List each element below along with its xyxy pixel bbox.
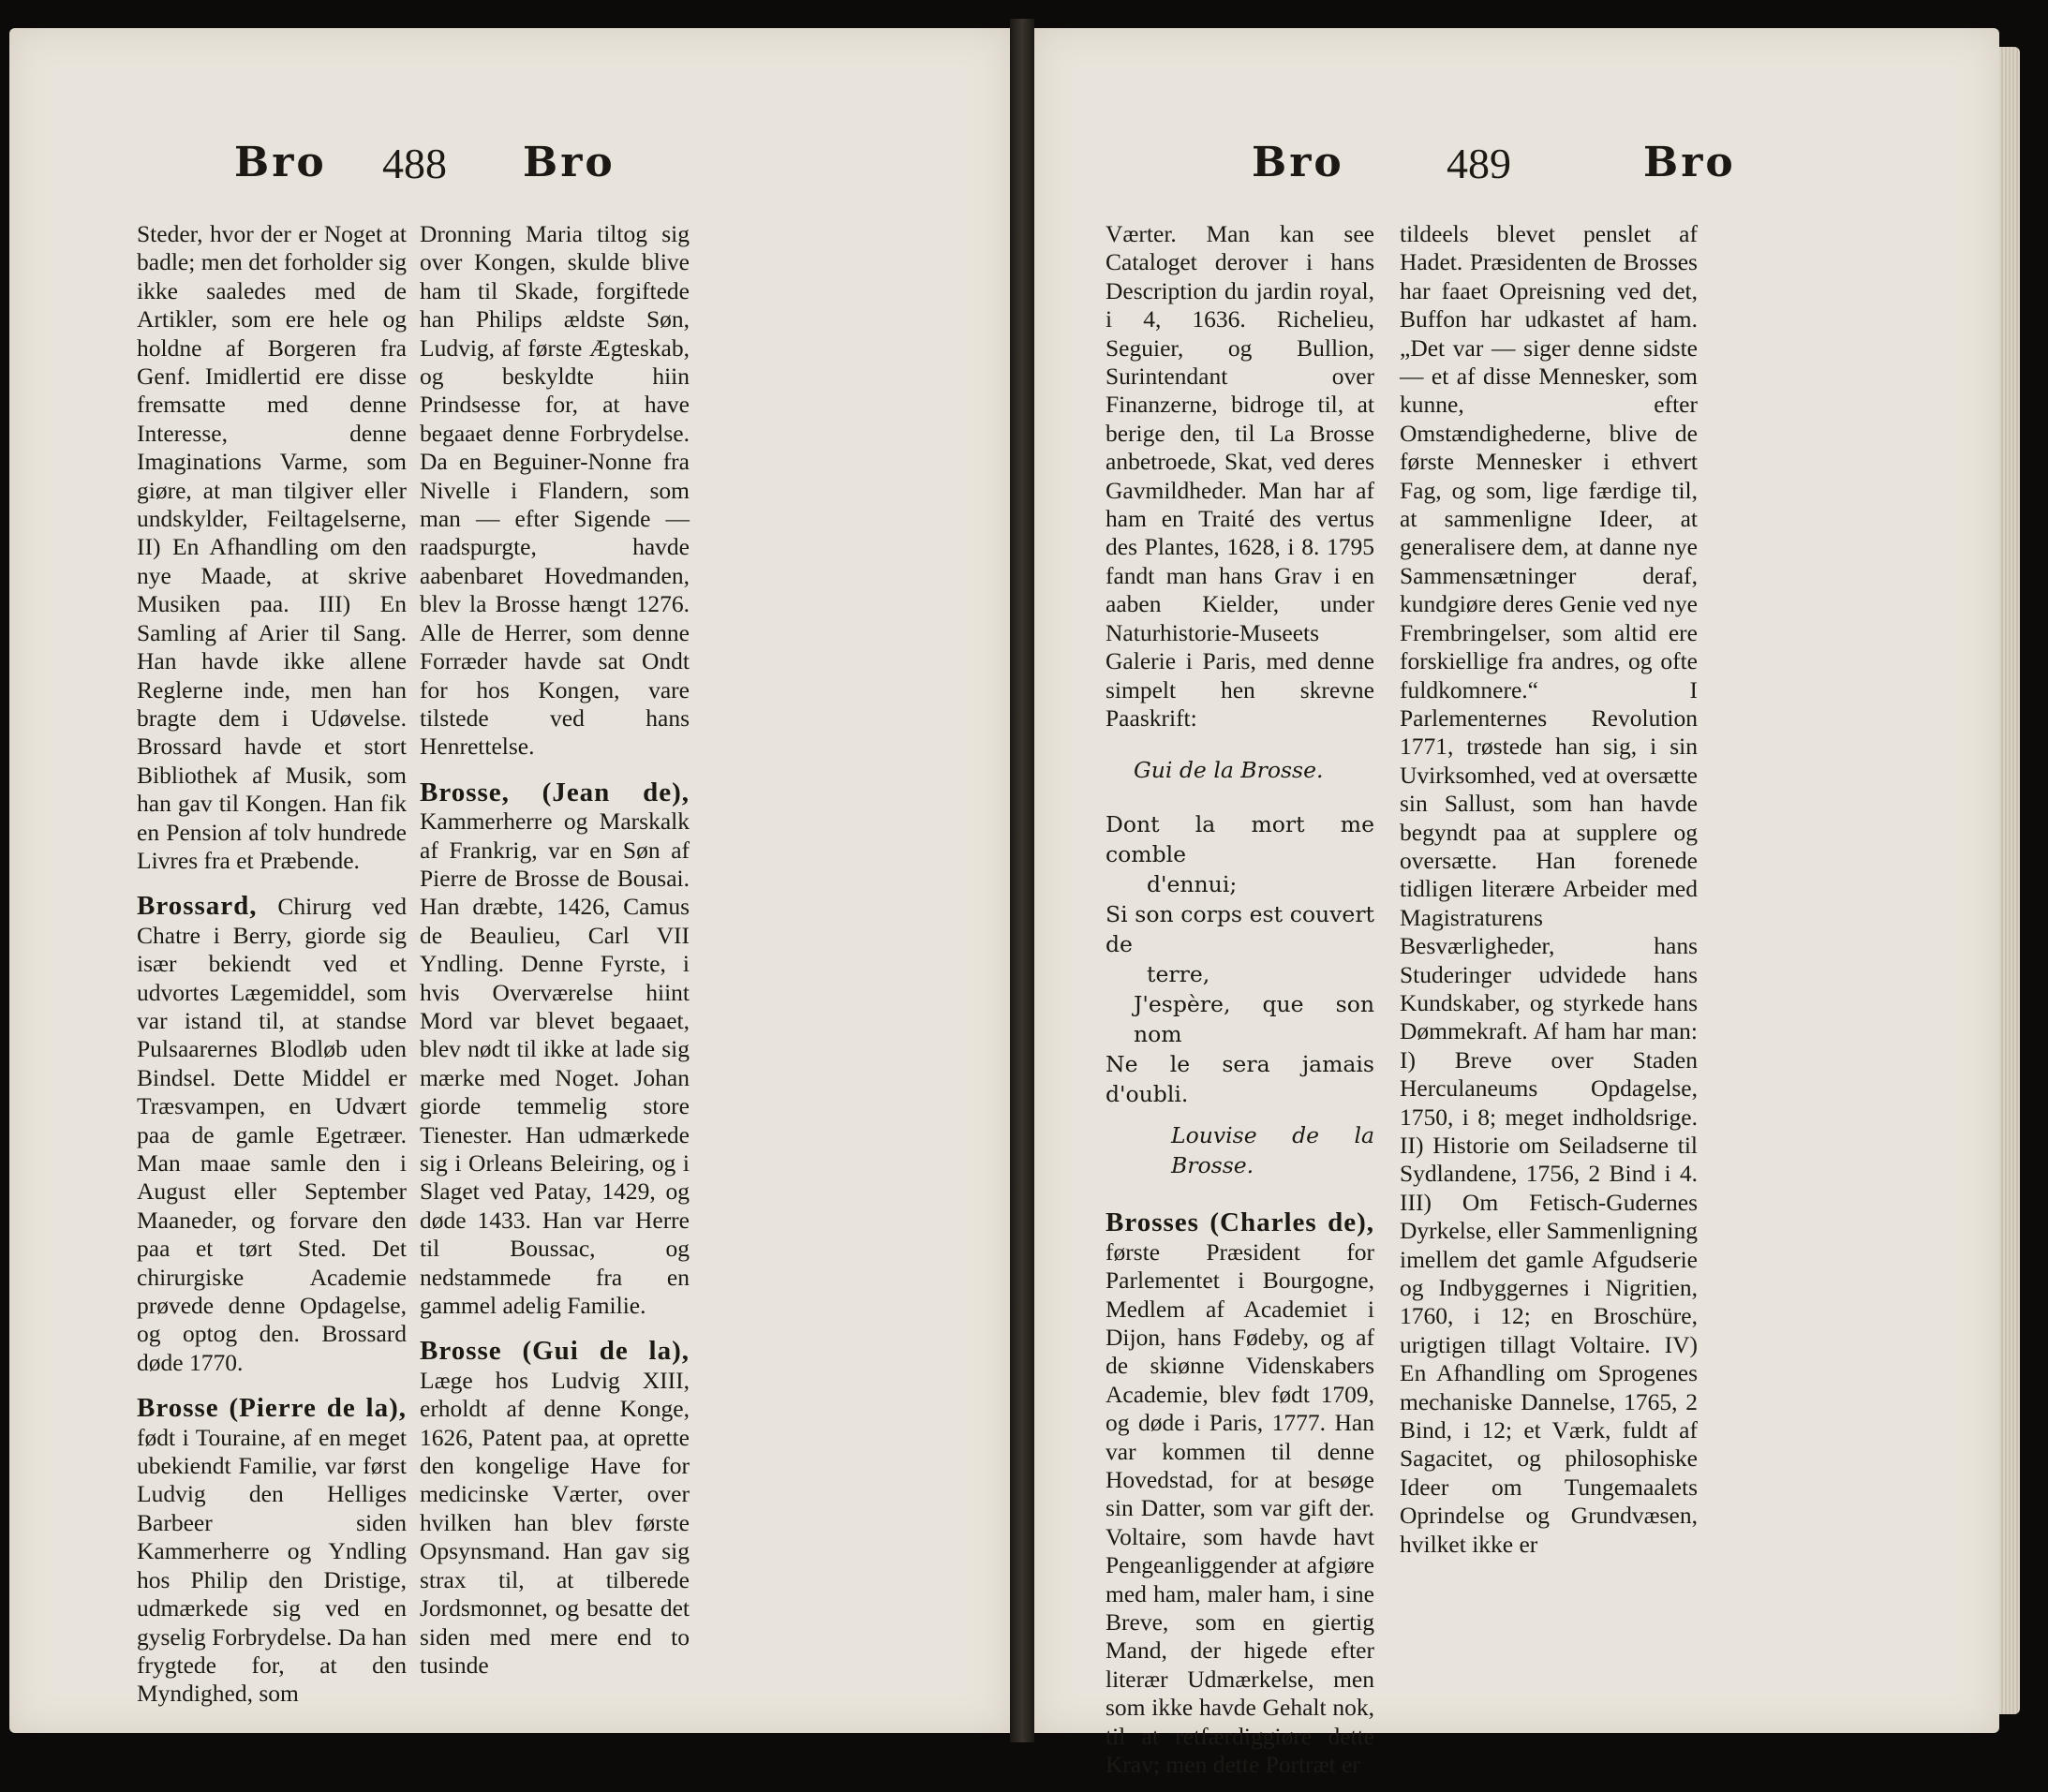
left-col2-continuation: Dronning Maria tiltog sig over Kongen, skulde blive ham til Skade, forgiftede han Philips ældste Søn, Ludvig, af første Ægteskab, og beskyldte hiin Prindsesse for, at have begaaet denne Forbrydelse. Da en Beguiner-Nonne fra Nivelle i Flandern, som man — efter Sigende — raadspurgte, havde aabenbaret Hovedmanden, blev la Brosse hængt 1276. Alle de Herrer, som denne Forræder havde sat Ondt for hos Kongen, vare tilstede ved hans Henrettelse. <box>420 220 690 761</box>
epitaph <box>1106 755 1374 1180</box>
book-gutter <box>1010 19 1034 1742</box>
entry-gui-de-la-brosse <box>420 1337 690 1680</box>
left-headword-left: Bro <box>234 139 327 186</box>
right-column-1 <box>1106 220 1374 1792</box>
entry-jean-de-brosse <box>420 778 690 1321</box>
left-column-1 <box>137 220 407 1722</box>
epitaph-line-2b: terre, <box>1147 961 1210 988</box>
entry-jean-head: Brosse, (Jean de), <box>420 777 690 807</box>
right-col1-continuation: Værter. Man kan see Cataloget derover i hans Description du jardin royal, i 4, 1636. Richelieu, Seguier, og Bullion, Surintendant over Finanzerne, bidroge til, at berige den, til La Brosse anbetroede, Skat, ved deres Gavmildheder. Man har af ham en Traité des vertus des Plantes, 1628, i 8. 1795 fandt man hans Grav i en aaben Kielder, under Naturhistorie-Museets Galerie i Paris, med denne simpelt hen skrevne Paaskrift: <box>1106 220 1374 732</box>
right-running-header <box>1034 139 1999 204</box>
entry-brossard-head: Brossard, <box>137 891 258 922</box>
entry-pierre-de-la-brosse <box>137 1394 407 1708</box>
entry-pierre-head: Brosse (Pierre de la), <box>137 1393 407 1424</box>
entry-brossard-text: Chirurg ved Chatre i Berry, giorde sig især bekiendt ved et udvortes Lægemiddel, som var istand til, at standse Pulsaarernes Blodløb uden Bindsel. Dette Middel er Træsvampen, en Udvært paa de gamle Egetræer. Man maae samle den i August eller September Maaneder, og forvare den paa et tørt Sted. Det chirurgiske Academie prøvede denne Opdagelse, og optog den. Brossard døde 1770. <box>137 893 408 1376</box>
entry-brossard <box>137 892 407 1377</box>
left-headword-right: Bro <box>523 139 616 186</box>
right-page <box>1034 28 1999 1779</box>
epitaph-line-2: Si son corps est couvert de <box>1106 901 1374 958</box>
entry-charles-text: første Præsident for Parlementet i Bourgogne, Medlem af Academiet i Dijon, hans Fødeby, og af de skiønne Videnskabers Academie, blev født 1709, og døde i Paris, 1777. Han var kommen til denne Hovedstad, for at besøge sin Datter, som var gift der. Voltaire, som havde havt Pengeanliggender at afgiøre med ham, maler ham, i sine Breve, som en giertig Mand, der higede efter literær Udmærkelse, men som ikke havde Gehalt nok, til at retfærdiggiøre dette Krav; men dette Portræt er <box>1106 1237 1374 1779</box>
right-headword-left: Bro <box>1252 139 1344 186</box>
epitaph-signature: Louvise de la Brosse. <box>1171 1122 1374 1179</box>
entry-gui-head: Brosse (Gui de la), <box>420 1336 690 1367</box>
epitaph-line-1b: d'ennui; <box>1147 871 1238 898</box>
right-col2-continuation: tildeels blevet penslet af Hadet. Præsidenten de Brosses har faaet Opreisning ved det, Buffon har udkastet af ham. „Det var — siger denne sidste — et af disse Mennesker, som kunne, efter Omstændighederne, blive de første Mennesker i ethvert Fag, og som, lige færdige til, at sammenligne Ideer, at generalisere dem, at danne nye Sammensætninger deraf, kundgiøre deres Genie ved nye Frembringelser, som altid ere forskiellige fra andres, og ofte fuldkomnere.“ I Parlementernes Revolution 1771, trøstede han sig, i sin Uvirksomhed, ved at oversætte sin Sallust, som han havde begyndt paa at supplere og oversætte. Han forenede tidligen literære Arbeider med Magistraturens Besværligheder, hans Studeringer udvidede hans Kundskaber, og styrkede hans Dømmekraft. Af ham har man: I) Breve over Staden Herculaneums Opdagelse, 1750, i 8; meget indholdsrige. II) Historie om Seiladserne til Sydlandene, 1756, 2 Bind i 4. III) Om Fetisch-Gudernes Dyrkelse, eller Sammenligning imellem det gamle Afgudserie og Indbyggernes i Nigritien, 1760, i 12; en Broschüre, urigtigen tillagt Voltaire. IV) En Afhandling om Sprogenes mechaniske Dannelse, 1765, 2 Bind, i 12; et Værk, fuldt af Sagacitet, og philosophiske Ideer om Tungemaalets Oprindelse og Grundvæsen, hvilket ikke er <box>1400 220 1698 1558</box>
entry-gui-text: Læge hos Ludvig XIII, erholdt af denne Konge, 1626, Patent paa, at oprette den kongelige Have for medicinske Værter, over hvilken han blev første Opsynsmand. Han gav sig strax til, at tilberede Jordsmonnet, og besatte det siden med mere end to tusinde <box>420 1366 690 1679</box>
left-page <box>9 28 1010 1733</box>
right-page-number: 489 <box>1447 140 1511 187</box>
entry-charles-de-brosses <box>1106 1208 1374 1779</box>
entry-jean-text: Kammerherre og Marskalk af Frankrig, var en Søn af Pierre de Brosse de Bousai. Han dræbte, 1426, Camus de Beaulieu, Carl VII Yndling. Denne Fyrste, i hvis Overværelse hiint Mord var blevet begaaet, blev nødt til ikke at lade sig mærke med Noget. Johan giorde temmelig store Tienester. Han udmærkede sig i Orleans Beleiring, og i Slaget ved Patay, 1429, og døde 1433. Han var Herre til Boussac, og nedstammede fra en gammel adelig Familie. <box>420 807 690 1320</box>
right-headword-right: Bro <box>1643 139 1736 186</box>
left-running-header <box>9 139 1010 204</box>
epitaph-line-1: Dont la mort me comble <box>1106 811 1374 868</box>
left-page-number: 488 <box>382 140 447 187</box>
epitaph-line-4: Ne le sera jamais d'oubli. <box>1106 1051 1374 1108</box>
entry-pierre-text: født i Touraine, af en meget ubekiendt Familie, var først Ludvig den Helliges Barbeer siden Kammerherre og Yndling hos Philip den Dristige, udmærkede sig ved en gyselig Forbrydelse. Da han frygtede for, at den Myndighed, som <box>137 1423 407 1708</box>
left-col1-continuation: Steder, hvor der er Noget at badle; men det forholder sig ikke saaledes med de Artikler, som ere hele og holdne af Borgeren fra Genf. Imidlertid ere disse fremsatte med denne Interesse, denne Imaginations Varme, som giøre, at man tilgiver eller undskylder, Feiltagelserne, II) En Afhandling om den nye Maade, at skrive Musiken paa. III) En Samling af Arier til Sang. Han havde ikke allene Reglerne inde, men han bragte dem i Udøvelse. Brossard havde et stort Bibliothek af Musik, som han gav til Kongen. Han fik en Pension af tolv hundrede Livres fra et Præbende. <box>137 220 407 874</box>
left-column-2 <box>420 220 690 1693</box>
entry-charles-head: Brosses (Charles de), <box>1106 1207 1374 1238</box>
epitaph-line-3: J'espère, que son nom <box>1134 991 1374 1048</box>
epitaph-name: Gui de la Brosse. <box>1134 757 1324 784</box>
right-column-2 <box>1400 220 1698 1572</box>
